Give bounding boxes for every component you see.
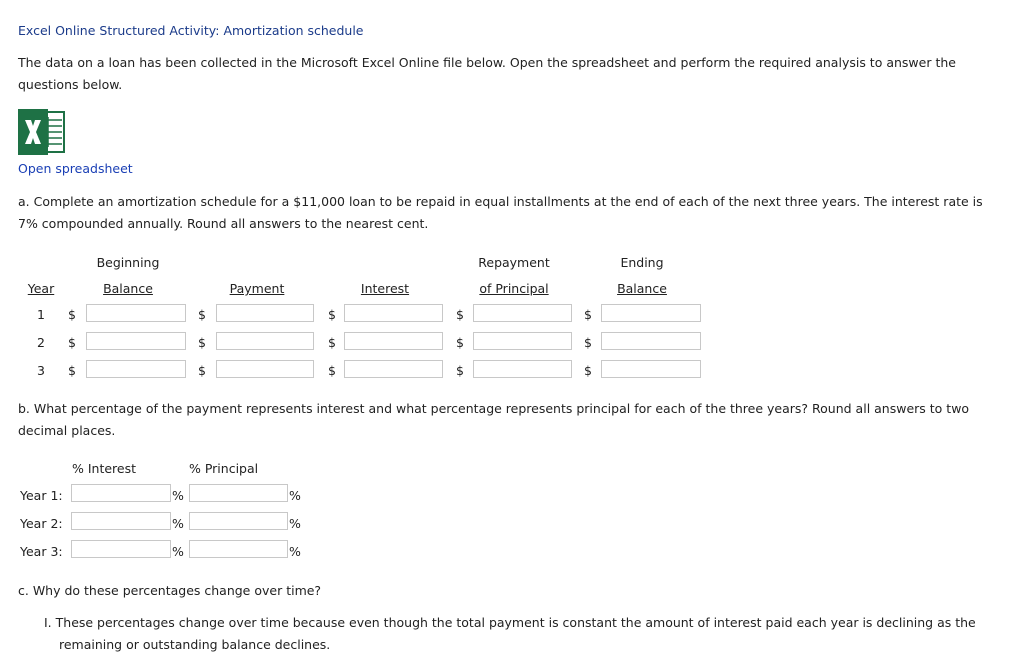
header-interest: Interest [360,281,410,296]
ending-balance-input[interactable] [601,304,701,322]
currency-symbol: $ [328,307,336,322]
percent-symbol: % [289,488,301,503]
percent-interest-input[interactable] [71,512,171,530]
year-label: 2 [37,335,45,350]
header-ending-top: Ending [620,255,664,270]
beginning-balance-input[interactable] [86,304,186,322]
open-spreadsheet-link[interactable]: Open spreadsheet [18,161,133,176]
currency-symbol: $ [198,335,206,350]
percent-symbol: % [289,516,301,531]
percent-symbol: % [172,488,184,503]
row-label: Year 1: [20,488,63,503]
currency-symbol: $ [456,363,464,378]
interest-input[interactable] [344,304,443,322]
currency-symbol: $ [456,307,464,322]
header-percent-interest: % Interest [72,461,137,476]
excel-icon[interactable] [18,109,66,155]
percent-symbol: % [289,544,301,559]
part-b-question: b. What percentage of the payment represents interest and what percentage represents principal for each of the three years? Round all answers to two decimal places. [18,401,970,438]
percent-principal-input[interactable] [189,512,288,530]
ending-balance-input[interactable] [601,360,701,378]
repayment-principal-input[interactable] [473,360,572,378]
payment-input[interactable] [216,304,314,322]
header-year: Year [27,281,55,296]
header-beginning-balance: Balance [103,281,153,296]
repayment-principal-input[interactable] [473,332,572,350]
answer-option-i[interactable]: I. These percentages change over time because even though the total payment is constant the amount of interest paid each year is declining as the remaining or outstanding balance declines. [44,615,976,652]
intro-text: The data on a loan has been collected in the Microsoft Excel Online file below. Open the spreadsheet and perform the required analysis to answer the questions below. [18,55,956,92]
currency-symbol: $ [68,335,76,350]
currency-symbol: $ [68,307,76,322]
percent-principal-input[interactable] [189,540,288,558]
page-title: Excel Online Structured Activity: Amortization schedule [18,23,364,38]
header-ending-balance: Balance [617,281,667,296]
beginning-balance-input[interactable] [86,332,186,350]
percent-interest-input[interactable] [71,484,171,502]
year-label: 3 [37,363,45,378]
percent-symbol: % [172,544,184,559]
header-repayment-top: Repayment [478,255,550,270]
repayment-principal-input[interactable] [473,304,572,322]
percent-interest-input[interactable] [71,540,171,558]
interest-input[interactable] [344,360,443,378]
currency-symbol: $ [68,363,76,378]
header-beginning-top: Beginning [96,255,160,270]
currency-symbol: $ [328,335,336,350]
currency-symbol: $ [456,335,464,350]
header-percent-principal: % Principal [189,461,259,476]
currency-symbol: $ [584,363,592,378]
part-a-question: a. Complete an amortization schedule for a $11,000 loan to be repaid in equal installments at the end of each of the next three years. The interest rate is 7% compounded annually. Round all answers to the nearest cent. [18,194,983,231]
percent-symbol: % [172,516,184,531]
ending-balance-input[interactable] [601,332,701,350]
payment-input[interactable] [216,332,314,350]
currency-symbol: $ [328,363,336,378]
interest-input[interactable] [344,332,443,350]
header-repayment-principal: of Principal [479,281,549,296]
currency-symbol: $ [198,363,206,378]
row-label: Year 3: [20,544,63,559]
currency-symbol: $ [584,307,592,322]
currency-symbol: $ [198,307,206,322]
year-label: 1 [37,307,45,322]
part-c-question: c. Why do these percentages change over time? [18,583,322,598]
payment-input[interactable] [216,360,314,378]
header-payment: Payment [229,281,285,296]
percent-principal-input[interactable] [189,484,288,502]
beginning-balance-input[interactable] [86,360,186,378]
row-label: Year 2: [20,516,63,531]
currency-symbol: $ [584,335,592,350]
